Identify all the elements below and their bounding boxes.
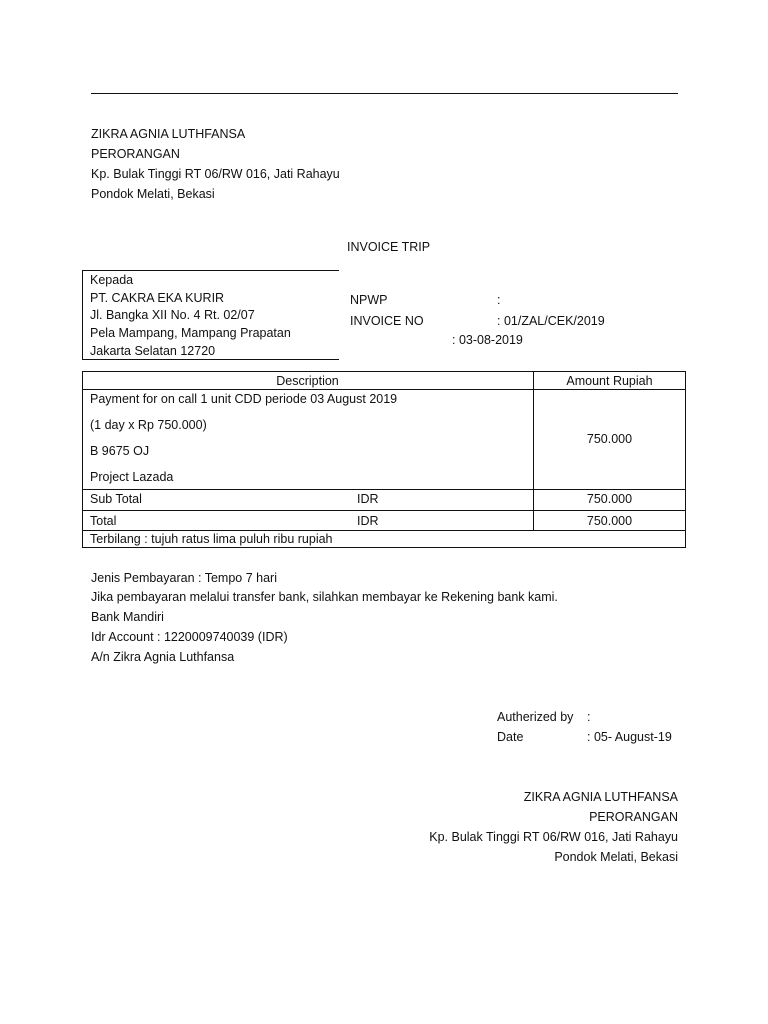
top-divider <box>91 93 678 94</box>
npwp-value: : <box>497 293 501 307</box>
invoice-no-label: INVOICE NO <box>350 314 424 328</box>
total-currency: IDR <box>357 514 379 528</box>
npwp-label: NPWP <box>350 293 388 307</box>
recipient-address-line1: Jl. Bangka XII No. 4 Rt. 02/07 <box>90 308 255 322</box>
footer-name: ZIKRA AGNIA LUTHFANSA <box>523 790 678 804</box>
recipient-address-line2: Pela Mampang, Mampang Prapatan <box>90 326 291 340</box>
footer-address-line1: Kp. Bulak Tinggi RT 06/RW 016, Jati Rahayu <box>429 830 678 844</box>
table-item-divider <box>82 489 686 490</box>
account-holder: A/n Zikra Agnia Luthfansa <box>91 650 235 664</box>
bank-account: Idr Account : 1220009740039 (IDR) <box>91 630 288 644</box>
invoice-date-value: : 03-08-2019 <box>452 333 523 347</box>
footer-type: PERORANGAN <box>589 810 678 824</box>
sender-name: ZIKRA AGNIA LUTHFANSA <box>91 127 246 141</box>
invoice-no-value: : 01/ZAL/CEK/2019 <box>497 314 605 328</box>
authorized-by-label: Autherized by <box>497 710 574 724</box>
item-line1: Payment for on call 1 unit CDD periode 03 August 2019 <box>90 392 398 406</box>
auth-date-label: Date <box>497 730 524 744</box>
recipient-left-border <box>82 270 83 359</box>
terbilang-text: Terbilang : tujuh ratus lima puluh ribu rupiah <box>90 532 333 546</box>
payment-terms: Jenis Pembayaran : Tempo 7 hari <box>91 571 277 585</box>
sender-address-line2: Pondok Melati, Bekasi <box>91 187 215 201</box>
table-header-description: Description <box>276 374 339 388</box>
table-header-divider <box>82 389 686 390</box>
total-amount: 750.000 <box>586 514 633 528</box>
auth-date-value: : 05- August-19 <box>587 730 672 744</box>
recipient-address-line3: Jakarta Selatan 12720 <box>90 344 216 358</box>
item-line2: (1 day x Rp 750.000) <box>90 418 207 432</box>
item-line3: B 9675 OJ <box>90 444 150 458</box>
authorized-by-value: : <box>587 710 591 724</box>
recipient-bottom-border <box>82 359 339 360</box>
recipient-company: PT. CAKRA EKA KURIR <box>90 291 225 305</box>
total-label: Total <box>90 514 117 528</box>
invoice-title: INVOICE TRIP <box>347 240 431 254</box>
bank-name: Bank Mandiri <box>91 610 164 624</box>
table-header-amount: Amount Rupiah <box>566 374 653 388</box>
payment-instruction: Jika pembayaran melalui transfer bank, silahkan membayar ke Rekening bank kami. <box>91 590 558 604</box>
subtotal-amount: 750.000 <box>586 492 633 506</box>
table-subtotal-divider <box>82 510 686 511</box>
subtotal-currency: IDR <box>357 492 379 506</box>
recipient-label: Kepada <box>90 273 134 287</box>
subtotal-label: Sub Total <box>90 492 142 506</box>
footer-address-line2: Pondok Melati, Bekasi <box>554 850 678 864</box>
recipient-top-border <box>82 270 339 271</box>
sender-address-line1: Kp. Bulak Tinggi RT 06/RW 016, Jati Rahayu <box>91 167 340 181</box>
item-line4: Project Lazada <box>90 470 174 484</box>
sender-type: PERORANGAN <box>91 147 180 161</box>
item-amount: 750.000 <box>586 432 633 446</box>
